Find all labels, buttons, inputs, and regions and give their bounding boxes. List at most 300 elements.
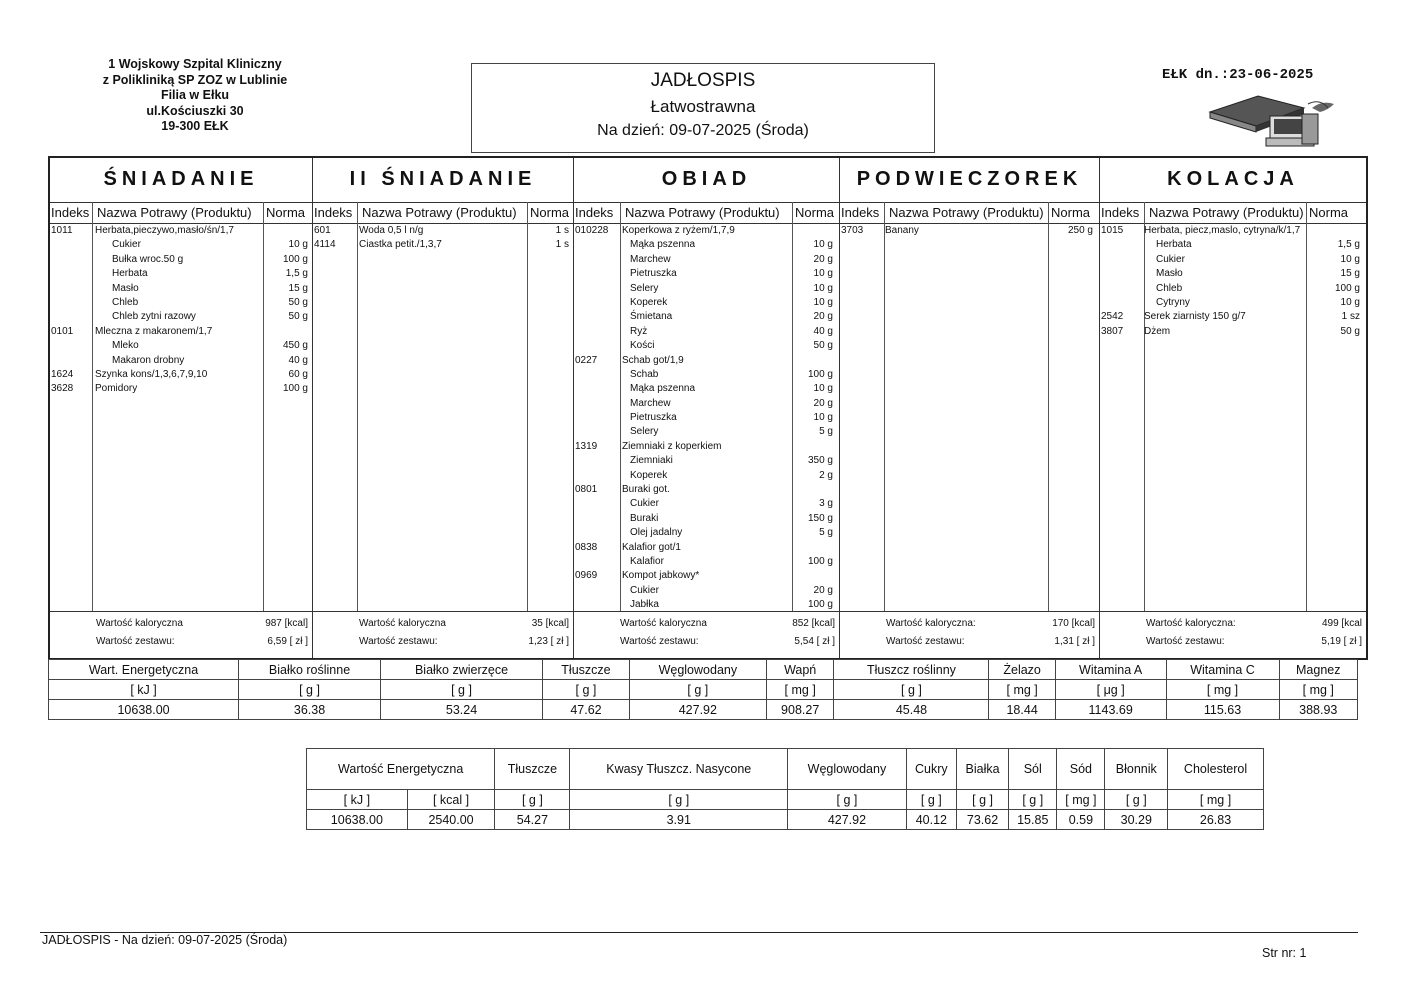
meal-title: ŚNIADANIE — [103, 168, 259, 190]
table-row — [840, 225, 1099, 239]
nutrient-name: Żelazo — [989, 660, 1055, 680]
table-row — [574, 254, 839, 268]
nutrient-unit: [ μg ] — [1055, 680, 1166, 700]
nutrient-unit: [ mg ] — [1168, 790, 1264, 810]
page-number: Str nr: 1 — [1262, 946, 1307, 960]
item-index: 0838 — [575, 541, 598, 553]
nutrient-value: 427.92 — [788, 810, 907, 830]
item-name: Cukier — [630, 498, 659, 510]
table-row — [50, 225, 312, 239]
table-row — [50, 283, 312, 297]
table-row — [50, 239, 312, 253]
nutrient-unit: [ mg ] — [766, 680, 834, 700]
nutrient-unit: [ g ] — [956, 790, 1008, 810]
item-name: Mąka pszenna — [630, 239, 696, 251]
table-row — [574, 340, 839, 354]
item-index: 1624 — [51, 368, 74, 380]
item-norm: 1 s — [555, 239, 569, 251]
column-header — [313, 202, 573, 224]
nutrient-value: 18.44 — [989, 700, 1055, 720]
menu-date: Na dzień: 09-07-2025 (Środa) — [597, 122, 809, 139]
item-norm: 10 g — [813, 296, 833, 308]
table-row — [574, 412, 839, 426]
meal-items — [1100, 225, 1366, 340]
table-row — [574, 484, 839, 498]
meal-title: KOLACJA — [1167, 168, 1299, 190]
nutrient-name: Białko zwierzęce — [380, 660, 542, 680]
nutrient-value: 908.27 — [766, 700, 834, 720]
cost-label: Wartość zestawu: — [620, 636, 699, 647]
nutrient-value: 15.85 — [1009, 810, 1057, 830]
item-index: 3807 — [1101, 325, 1124, 337]
table-row — [574, 297, 839, 311]
item-norm: 50 g — [1340, 325, 1360, 337]
kcal-value: 852 [kcal] — [792, 618, 835, 629]
item-name: Selery — [630, 282, 659, 294]
hospital-line: 19-300 EŁK — [161, 119, 229, 133]
nutrient-unit: [ g ] — [543, 680, 630, 700]
table-row — [50, 297, 312, 311]
nutrient-name: Cukry — [906, 749, 956, 790]
header-index: Indeks — [575, 205, 614, 220]
item-name: Chleb — [112, 296, 139, 308]
item-index: 0101 — [51, 325, 74, 337]
kcal-label: Wartość kaloryczna: — [886, 618, 976, 629]
energy-unit: [ kcal ] — [407, 790, 495, 810]
energy-value: 2540.00 — [407, 810, 495, 830]
nutrient-unit: [ g ] — [1105, 790, 1168, 810]
title-box — [471, 63, 935, 153]
header-name: Nazwa Potrawy (Produktu) — [362, 205, 517, 220]
item-name: Cukier — [1156, 253, 1185, 265]
item-name: Mąka pszenna — [630, 383, 696, 395]
hospital-line: ul.Kościuszki 30 — [146, 103, 244, 118]
meal-section — [50, 158, 312, 658]
item-norm: 150 g — [807, 512, 833, 524]
meal-section — [312, 158, 573, 658]
meal-title: II ŚNIADANIE — [349, 168, 537, 190]
nutrient-value: 3.91 — [570, 810, 788, 830]
item-name: Koperkowa z ryżem/1,7,9 — [622, 225, 735, 236]
item-norm: 100 g — [807, 555, 833, 567]
header-norm: Norma — [795, 205, 835, 220]
table-row — [50, 383, 312, 397]
item-name: Kalafior — [630, 555, 664, 567]
nutrient-name: Cholesterol — [1168, 749, 1264, 790]
document-title: JADŁOSPIS — [650, 70, 756, 91]
item-norm: 3 g — [819, 498, 833, 510]
meal-summary — [1100, 611, 1366, 658]
meal-items — [50, 225, 312, 398]
table-row — [574, 426, 839, 440]
kcal-label: Wartość kaloryczna — [620, 618, 707, 629]
item-name: Marchew — [630, 397, 671, 409]
table-row — [574, 383, 839, 397]
item-name: Dżem — [1144, 325, 1171, 337]
table-row — [574, 398, 839, 412]
item-name: Schab — [630, 368, 659, 380]
table-row — [574, 326, 839, 340]
item-norm: 20 g — [813, 397, 833, 409]
item-index: 1011 — [51, 225, 73, 236]
item-name: Ziemniaki z koperkiem — [622, 440, 722, 452]
table-row — [1100, 254, 1366, 268]
item-name: Koperek — [630, 296, 668, 308]
item-norm: 250 g — [1067, 225, 1093, 236]
item-norm: 450 g — [282, 340, 308, 352]
header-norm: Norma — [266, 205, 306, 220]
item-name: Bułka wroc.50 g — [112, 253, 184, 265]
nutrient-name: Witamina A — [1055, 660, 1166, 680]
meal-section — [1099, 158, 1366, 658]
nutrient-value: 427.92 — [629, 700, 766, 720]
item-norm: 1 s — [555, 225, 569, 236]
column-header — [50, 202, 312, 224]
item-name: Chleb — [1156, 282, 1183, 294]
item-index: 0227 — [575, 354, 598, 366]
meal-section — [839, 158, 1099, 658]
item-norm: 50 g — [288, 311, 308, 323]
energy-value: 10638.00 — [307, 810, 408, 830]
kcal-label: Wartość kaloryczna: — [1146, 618, 1236, 629]
header-name: Nazwa Potrawy (Produktu) — [625, 205, 780, 220]
column-header — [574, 202, 839, 224]
header-norm: Norma — [1309, 205, 1349, 220]
kcal-value: 499 [kcal — [1321, 618, 1362, 629]
nutrient-name: Sól — [1009, 749, 1057, 790]
table-row — [50, 369, 312, 383]
kcal-label: Wartość kaloryczna — [359, 618, 446, 629]
item-norm: 350 g — [807, 455, 833, 467]
item-name: Marchew — [630, 253, 671, 265]
table-row — [574, 527, 839, 541]
nutrient-unit: [ g ] — [788, 790, 907, 810]
item-norm: 100 g — [807, 599, 833, 611]
table-row — [1100, 283, 1366, 297]
item-name: Chleb zytni razowy — [112, 311, 196, 323]
item-norm: 100 g — [807, 368, 833, 380]
item-norm: 100 g — [282, 383, 308, 395]
item-name: Selery — [630, 426, 659, 438]
nutrient-name: Węglowodany — [788, 749, 907, 790]
hospital-address — [60, 57, 330, 135]
item-index: 3703 — [841, 225, 864, 236]
table-row — [574, 283, 839, 297]
column-divider — [1048, 202, 1049, 612]
column-divider — [884, 202, 885, 612]
item-norm: 50 g — [813, 340, 833, 352]
item-name: Ciastka petit./1,3,7 — [359, 239, 442, 251]
diet-name: Łatwostrawna — [650, 97, 756, 116]
column-header — [1100, 202, 1366, 224]
nutrient-name: Sód — [1057, 749, 1105, 790]
table-row — [1100, 225, 1366, 239]
item-name: Cukier — [112, 239, 141, 251]
item-norm: 20 g — [813, 253, 833, 265]
table-row — [313, 239, 573, 253]
item-norm: 20 g — [813, 311, 833, 323]
table-row — [574, 513, 839, 527]
nutrient-name: Białka — [956, 749, 1008, 790]
meal-items — [313, 225, 573, 254]
item-name: Buraki got. — [622, 484, 670, 496]
item-name: Cukier — [630, 584, 659, 596]
table-row — [574, 455, 839, 469]
header-index: Indeks — [841, 205, 880, 220]
item-norm: 15 g — [1340, 268, 1360, 280]
item-norm: 10 g — [813, 383, 833, 395]
nutrient-unit: [ g ] — [380, 680, 542, 700]
header-name: Nazwa Potrawy (Produktu) — [889, 205, 1044, 220]
header-index: Indeks — [1101, 205, 1140, 220]
nutrient-name: Witamina C — [1166, 660, 1279, 680]
table-row — [574, 239, 839, 253]
nutrient-value: 1143.69 — [1055, 700, 1166, 720]
kcal-value: 35 [kcal] — [531, 618, 569, 629]
nutrient-name: Kwasy Tłuszcz. Nasycone — [570, 749, 788, 790]
item-norm: 5 g — [819, 426, 833, 438]
header-name: Nazwa Potrawy (Produktu) — [97, 205, 252, 220]
table-row — [574, 225, 839, 239]
cost-value: 1,31 [ zł ] — [1054, 636, 1095, 647]
cost-value: 6,59 [ zł ] — [267, 636, 308, 647]
item-name: Masło — [1156, 268, 1183, 280]
item-norm: 20 g — [813, 584, 833, 596]
table-row — [574, 556, 839, 570]
table-row — [1100, 311, 1366, 325]
table-row — [50, 326, 312, 340]
item-norm: 5 g — [819, 527, 833, 539]
table-row — [574, 542, 839, 556]
item-name: Masło — [112, 282, 139, 294]
item-name: Banany — [885, 225, 919, 236]
item-name: Woda 0,5 l n/g — [359, 225, 424, 236]
item-name: Szynka kons/1,3,6,7,9,10 — [95, 368, 208, 380]
table-row — [574, 311, 839, 325]
item-norm: 10 g — [813, 282, 833, 294]
item-norm: 10 g — [813, 239, 833, 251]
column-divider — [357, 202, 358, 612]
nutrient-name: Tłuszcze — [543, 660, 630, 680]
nutrient-value: 54.27 — [495, 810, 570, 830]
item-name: Olej jadalny — [630, 527, 683, 539]
item-name: Herbata — [1156, 239, 1192, 251]
item-name: Herbata,pieczywo,masło/śn/1,7 — [95, 225, 234, 236]
footer-text: JADŁOSPIS - Na dzień: 09-07-2025 (Środa) — [42, 933, 288, 947]
table-row — [574, 498, 839, 512]
table-row — [50, 340, 312, 354]
nutrient-name: Węglowodany — [629, 660, 766, 680]
table-row — [50, 355, 312, 369]
cost-label: Wartość zestawu: — [359, 636, 438, 647]
nutrient-value: 73.62 — [956, 810, 1008, 830]
energy-unit: [ kJ ] — [307, 790, 408, 810]
nutrient-unit: [ g ] — [834, 680, 989, 700]
item-name: Herbata — [112, 268, 148, 280]
cost-label: Wartość zestawu: — [96, 636, 175, 647]
item-name: Pietruszka — [630, 412, 677, 424]
item-norm: 2 g — [819, 469, 833, 481]
header-norm: Norma — [1051, 205, 1091, 220]
table-row — [1100, 268, 1366, 282]
item-name: Kalafior got/1 — [622, 541, 681, 553]
item-norm: 40 g — [813, 325, 833, 337]
kcal-value: 987 [kcal] — [265, 618, 308, 629]
header-name: Nazwa Potrawy (Produktu) — [1149, 205, 1304, 220]
item-index: 010228 — [575, 225, 609, 236]
cost-value: 5,54 [ zł ] — [794, 636, 835, 647]
item-name: Jabłka — [630, 599, 659, 611]
column-header — [840, 202, 1099, 224]
nutrient-unit: [ g ] — [495, 790, 570, 810]
item-name: Herbata, piecz,maslo, cytryna/k/1,7 — [1144, 225, 1301, 236]
nutrient-unit: [ mg ] — [1166, 680, 1279, 700]
item-name: Cytryny — [1156, 296, 1190, 308]
meal-summary — [574, 611, 839, 658]
item-norm: 15 g — [288, 282, 308, 294]
table-row — [574, 355, 839, 369]
table-row — [50, 311, 312, 325]
item-index: 1015 — [1101, 225, 1124, 236]
meal-summary — [50, 611, 312, 658]
nutrient-name: Magnez — [1279, 660, 1357, 680]
menu-table — [48, 156, 1368, 660]
header-index: Indeks — [314, 205, 353, 220]
book-computer-icon — [1208, 94, 1344, 156]
item-norm: 10 g — [813, 412, 833, 424]
item-index: 0801 — [575, 484, 598, 496]
meal-items — [840, 225, 1099, 239]
nutrient-unit: [ g ] — [1009, 790, 1057, 810]
nutrient-value: 0.59 — [1057, 810, 1105, 830]
nutrient-value: 115.63 — [1166, 700, 1279, 720]
item-norm: 1,5 g — [285, 268, 308, 280]
item-index: 3628 — [51, 383, 74, 395]
item-norm: 100 g — [282, 253, 308, 265]
nutrient-unit: [ mg ] — [989, 680, 1055, 700]
header-index: Indeks — [51, 205, 90, 220]
table-row — [1100, 326, 1366, 340]
item-norm: 10 g — [813, 268, 833, 280]
hospital-line: Filia w Ełku — [160, 88, 230, 102]
meal-title: OBIAD — [661, 168, 752, 190]
item-index: 1319 — [575, 440, 598, 452]
nutrient-value: 26.83 — [1168, 810, 1264, 830]
nutrient-name: Tłuszcze — [495, 749, 570, 790]
meal-summary — [840, 611, 1099, 658]
table-row — [574, 369, 839, 383]
cost-label: Wartość zestawu: — [886, 636, 965, 647]
cost-value: 5,19 [ zł ] — [1321, 636, 1362, 647]
kcal-value: 170 [kcal] — [1052, 618, 1095, 629]
nutrient-value: 10638.00 — [49, 700, 239, 720]
nutrient-value: 30.29 — [1105, 810, 1168, 830]
table-row — [313, 225, 573, 239]
item-norm: 1 sz — [1341, 311, 1360, 323]
item-norm: 50 g — [288, 296, 308, 308]
item-norm: 100 g — [1334, 282, 1360, 294]
item-index: 601 — [314, 225, 331, 236]
table-row — [574, 570, 839, 584]
meal-section — [573, 158, 839, 658]
item-name: Buraki — [630, 512, 659, 524]
item-norm: 60 g — [288, 368, 308, 380]
meal-title: PODWIECZOREK — [856, 168, 1083, 190]
nutrient-unit: [ g ] — [629, 680, 766, 700]
hospital-line: 1 Wojskowy Szpital Kliniczny — [108, 57, 282, 71]
nutrient-unit: [ mg ] — [1279, 680, 1357, 700]
nutrient-unit: [ g ] — [570, 790, 788, 810]
item-name: Ryż — [630, 325, 648, 337]
cost-label: Wartość zestawu: — [1146, 636, 1225, 647]
table-row — [1100, 297, 1366, 311]
kcal-label: Wartość kaloryczna — [96, 618, 183, 629]
item-name: Ziemniaki — [630, 455, 673, 467]
nutrient-name: Błonnik — [1105, 749, 1168, 790]
item-name: Mleko — [112, 340, 139, 352]
nutrient-name: Białko roślinne — [239, 660, 381, 680]
nutrient-table-primary — [48, 659, 1358, 720]
table-row — [1100, 239, 1366, 253]
nutrient-unit: [ kJ ] — [49, 680, 239, 700]
hospital-line: z Polikliniką SP ZOZ w Lublinie — [102, 72, 288, 87]
table-row — [574, 441, 839, 455]
nutrient-value: 45.48 — [834, 700, 989, 720]
nutrient-value: 388.93 — [1279, 700, 1357, 720]
nutrient-value: 36.38 — [239, 700, 381, 720]
cost-value: 1,23 [ zł ] — [528, 636, 569, 647]
nutrient-unit: [ g ] — [239, 680, 381, 700]
item-name: Koperek — [630, 469, 668, 481]
nutrient-name: Wapń — [766, 660, 834, 680]
nutrient-table-secondary — [306, 748, 1264, 830]
item-norm: 10 g — [288, 239, 308, 251]
header-norm: Norma — [530, 205, 570, 220]
nutrient-unit: [ g ] — [906, 790, 956, 810]
item-name: Kompot jabkowy* — [622, 570, 700, 582]
item-name: Makaron drobny — [112, 354, 185, 366]
table-row — [50, 268, 312, 282]
item-norm: 10 g — [1340, 296, 1360, 308]
nutrient-value: 53.24 — [380, 700, 542, 720]
table-row — [50, 254, 312, 268]
item-norm: 1,5 g — [1337, 239, 1360, 251]
table-row — [574, 585, 839, 599]
item-index: 2542 — [1101, 311, 1124, 323]
meal-summary — [313, 611, 573, 658]
item-name: Mleczna z makaronem/1,7 — [95, 325, 213, 337]
place-date: EŁK dn.:23-06-2025 — [1162, 67, 1314, 83]
energy-header: Wartość Energetyczna — [307, 749, 495, 790]
item-name: Śmietana — [630, 311, 673, 323]
column-divider — [527, 202, 528, 612]
nutrient-name: Wart. Energetyczna — [49, 660, 239, 680]
item-name: Serek ziarnisty 150 g/7 — [1144, 311, 1246, 323]
item-index: 4114 — [314, 239, 336, 251]
item-norm: 40 g — [288, 354, 308, 366]
meal-items — [574, 225, 839, 614]
item-norm: 10 g — [1340, 253, 1360, 265]
item-index: 0969 — [575, 570, 598, 582]
table-row — [574, 470, 839, 484]
item-name: Pietruszka — [630, 268, 677, 280]
table-row — [574, 268, 839, 282]
nutrient-value: 47.62 — [543, 700, 630, 720]
nutrient-value: 40.12 — [906, 810, 956, 830]
item-name: Pomidory — [95, 383, 138, 395]
nutrient-unit: [ mg ] — [1057, 790, 1105, 810]
item-name: Kości — [630, 340, 655, 352]
